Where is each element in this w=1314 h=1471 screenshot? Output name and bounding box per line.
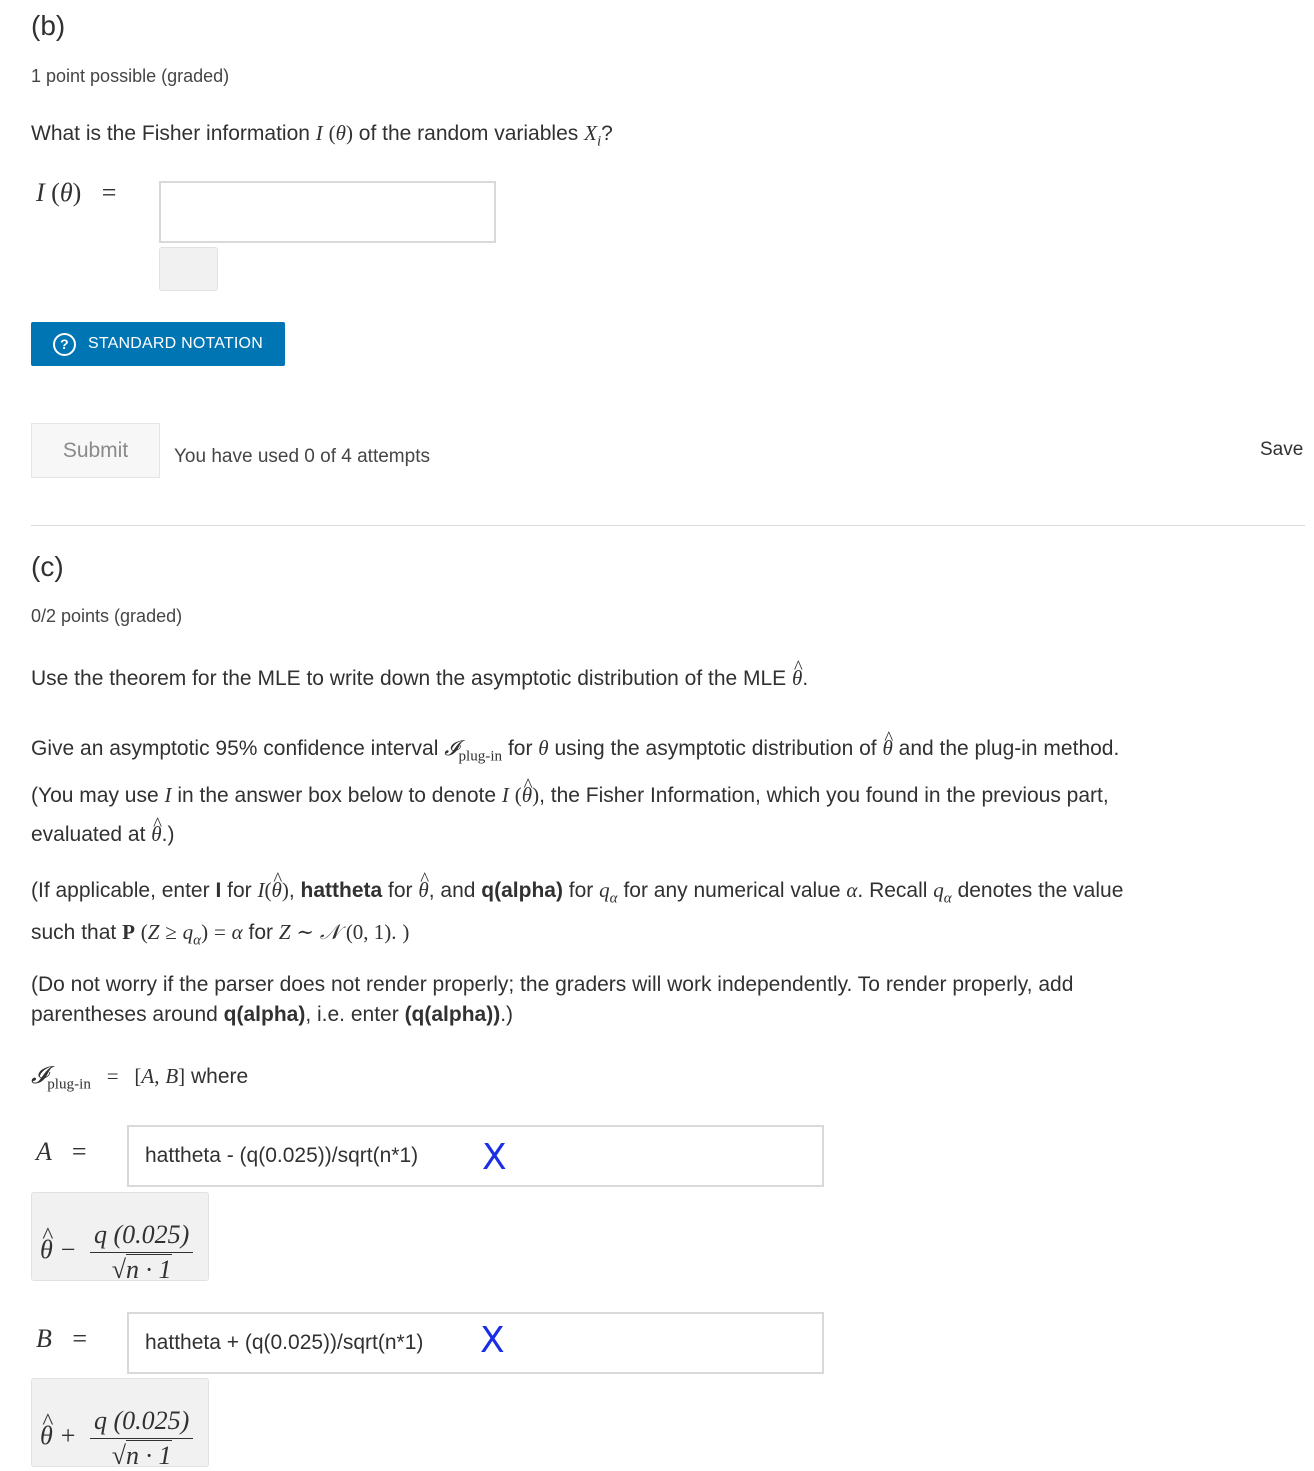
answer-label-b: B = <box>36 1324 88 1353</box>
interval-definition: 𝓘$_{plug-in}$ = [A, B] where <box>31 1063 249 1093</box>
a-preview: ^ θ − $\frac{q (0.025)}{√n \cdot 1}$ <box>31 1192 209 1281</box>
standard-notation-button[interactable] <box>31 322 285 366</box>
save-button[interactable]: Save <box>1260 439 1304 460</box>
part-b-heading: (b) <box>31 10 66 41</box>
incorrect-icon: X <box>482 1137 507 1178</box>
help-icon: ? <box>53 333 76 356</box>
part-c-para2: Give an asymptotic 95% confidence interval 𝓘$_{plug-in}$ for θ using the asymptotic distribution of ^ θ and the plug-in method. (You may use I in the answer box below to denote I (^ θ), the Fisher Information, which you found in the previous part, evaluated at ^ θ.) <box>31 729 1301 854</box>
b-input[interactable]: hattheta + (q(0.025))/sqrt(n*1) <box>127 1312 824 1374</box>
standard-notation-label: STANDARD NOTATION <box>88 335 263 352</box>
part-c-para3: (If applicable, enter I for I(^ θ), hattheta for ^ θ, and q(alpha) for $q_\alpha$ for any numerical value α. Recall $q_\alpha$ denotes the value such that P $(Z \ge q_\alpha) = \alpha$ for Z ∼ 𝒩 (0, 1). ) <box>31 873 1301 958</box>
attempts-text: You have used 0 of 4 attempts <box>174 446 430 467</box>
answer-label-a: A = <box>36 1137 87 1166</box>
part-c-points: 0/2 points (graded) <box>31 606 183 626</box>
fisher-information-input[interactable] <box>159 181 496 243</box>
fisher-preview <box>159 247 218 291</box>
part-c-para4: (Do not worry if the parser does not render properly; the graders will work independently. To render properly, add parentheses around q(alpha), i.e. enter (q(alpha)).) <box>31 973 1074 1026</box>
part-c-para1: Use the theorem for the MLE to write down the asymptotic distribution of the MLE ^ θ. <box>31 663 808 694</box>
incorrect-icon: X <box>480 1320 505 1361</box>
part-b-points: 1 point possible (graded) <box>31 66 230 86</box>
part-c-heading: (c) <box>31 551 64 582</box>
submit-button[interactable]: Submit <box>31 423 160 478</box>
part-b-question: What is the Fisher information I (θ) of the random variables $X_i$? <box>31 121 613 150</box>
b-preview: ^ θ + $\frac{q (0.025)}{√n \cdot 1}$ <box>31 1378 209 1467</box>
answer-label-fisher: I (θ) = <box>36 178 117 207</box>
section-divider <box>31 525 1305 526</box>
a-input[interactable]: hattheta - (q(0.025))/sqrt(n*1) <box>127 1125 824 1187</box>
